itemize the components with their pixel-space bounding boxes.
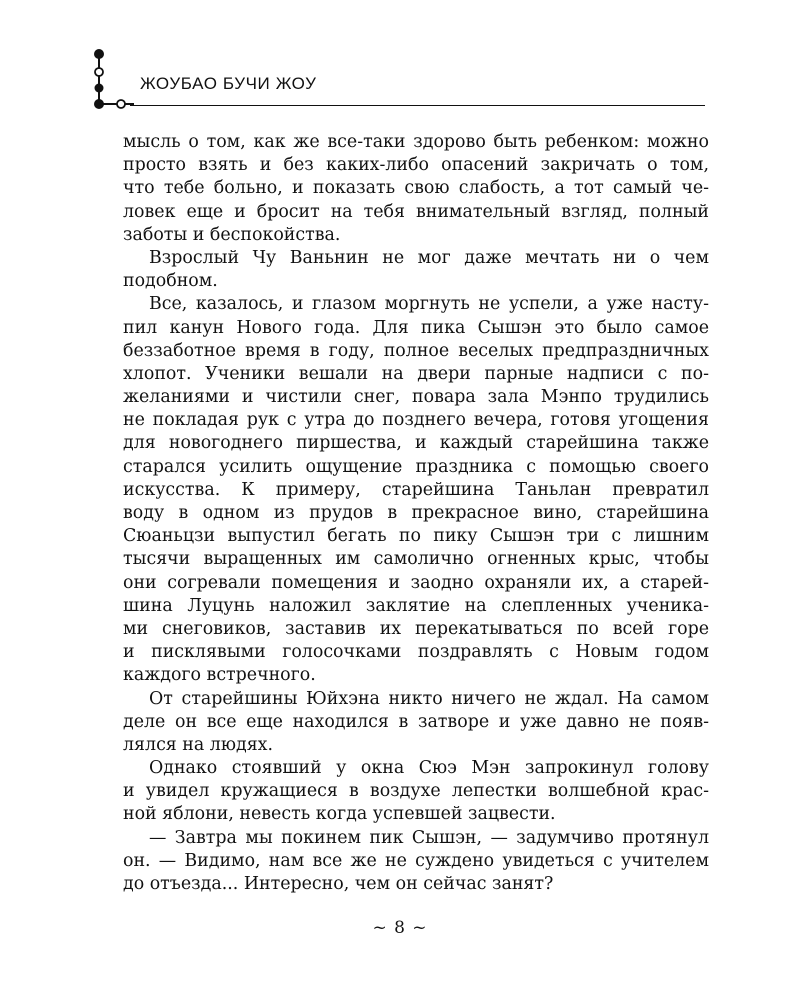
- running-title: ЖОУБАО БУЧИ ЖОУ: [140, 74, 317, 93]
- text-line: хлопот. Ученики вешали на двери парные надписи с по-: [123, 363, 709, 384]
- text-line: шина Луцунь наложил заклятие на слепленных ученика-: [123, 595, 709, 616]
- body-text: [123, 131, 709, 896]
- paragraph: [123, 131, 709, 247]
- text-line: искусства. К примеру, старейшина Таньлан превратил: [123, 479, 709, 500]
- text-line: Сюаньцзи выпустил бегать по пику Сышэн три с лишним: [123, 526, 709, 547]
- text-line: до отъезда... Интересно, чем он сейчас занят?: [123, 874, 554, 894]
- text-line: деле он все еще находился в затворе и уже давно не появ-: [123, 711, 709, 732]
- text-line: мысль о том, как же все-таки здорово быть ребенком: можно: [123, 132, 709, 152]
- text-line: для новогоднего пиршества, и каждый старейшина также: [123, 433, 709, 454]
- text-line: тысячи выращенных им самолично огненных крыс, чтобы: [123, 549, 709, 570]
- text-line: заботы и беспокойства.: [123, 224, 341, 245]
- text-line: желаниями и чистили снег, повара зала Мэнпо трудились: [123, 387, 709, 408]
- text-line: каждого встречного.: [123, 665, 316, 686]
- text-line: ной яблони, невесть когда успевшей зацвести.: [123, 804, 556, 825]
- text-line: — Завтра мы покинем пик Сышэн, — задумчиво протянул: [149, 827, 709, 848]
- text-line: Все, казалось, и глазом моргнуть не успели, а уже насту-: [149, 294, 709, 315]
- paragraph: [123, 293, 709, 687]
- text-line: они согревали помещения и заодно охраняли их, а старей-: [123, 572, 709, 593]
- paragraph: [123, 757, 709, 827]
- text-line: беззаботное время в году, полное веселых предпраздничных: [123, 340, 709, 361]
- paragraph: [123, 827, 709, 897]
- paragraph: [123, 688, 709, 758]
- text-line: не покладая рук с утра до позднего вечера, готовя угощения: [123, 410, 709, 431]
- text-line: он. — Видимо, нам все же не суждено увидеться с учителем: [123, 850, 709, 871]
- text-line: воду в одном из прудов в прекрасное вино, старейшина: [123, 503, 709, 523]
- text-line: Однако стоявший у окна Сюэ Мэн запрокинул голову: [149, 758, 709, 779]
- text-line: От старейшины Юйхэна никто ничего не ждал. На самом: [149, 688, 709, 709]
- text-line: ми снеговиков, заставив их перекатываться по всей горе: [123, 618, 709, 639]
- text-line: старался усилить ощущение праздника с помощью своего: [123, 456, 709, 477]
- text-line: подобном.: [123, 271, 218, 292]
- header-ornament-icon: [86, 44, 136, 114]
- header-rule: [130, 105, 705, 106]
- paragraph: [123, 247, 709, 293]
- text-line: и увидел кружащиеся в воздухе лепестки волшебной крас-: [123, 781, 709, 802]
- text-line: лялся на людях.: [123, 734, 273, 755]
- text-line: Взрослый Чу Ваньнин не мог даже мечтать ни о чем: [149, 247, 709, 268]
- page-number: ~ 8 ~: [372, 918, 428, 938]
- text-line: что тебе больно, и показать свою слабость, а тот самый че-: [123, 178, 709, 199]
- text-line: пил канун Нового года. Для пика Сышэн это было самое: [123, 317, 709, 338]
- text-line: и писклявыми голосочками поздравлять с Новым годом: [123, 642, 709, 663]
- text-line: просто взять и без каких-либо опасений закричать о том,: [123, 155, 709, 176]
- text-line: ловек еще и бросит на тебя внимательный взгляд, полный: [123, 201, 709, 222]
